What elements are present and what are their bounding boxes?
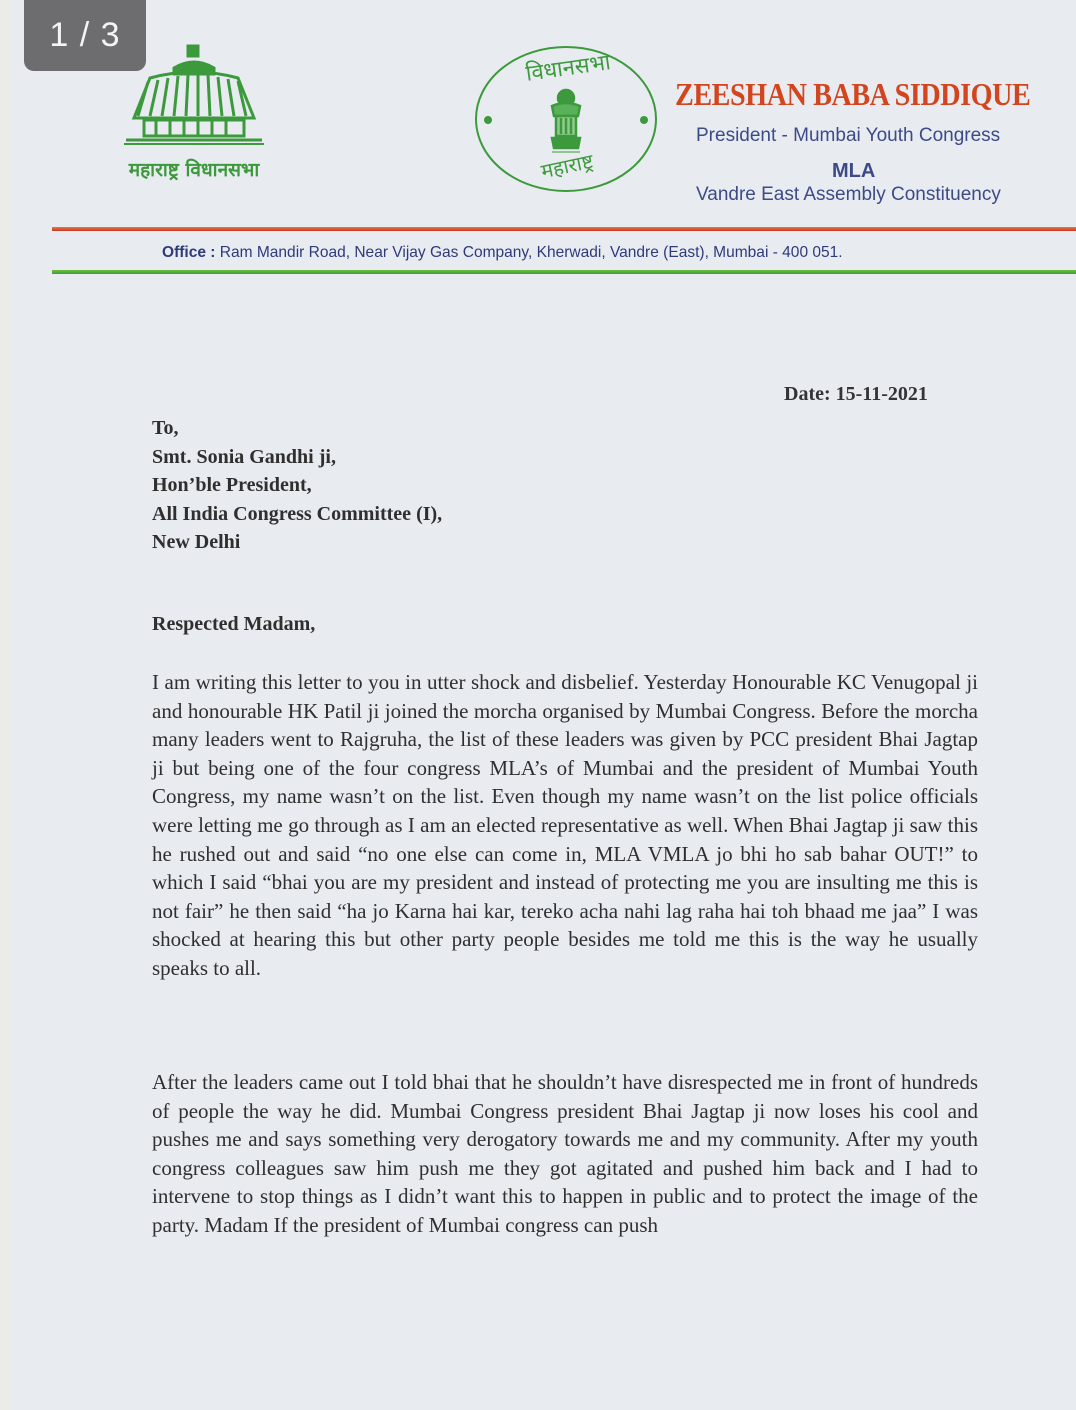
recipient-line: All India Congress Committee (I), xyxy=(152,502,443,525)
mla-position: President - Mumbai Youth Congress xyxy=(696,125,1001,146)
salutation: Respected Madam, xyxy=(152,613,316,635)
maharashtra-seal xyxy=(472,44,660,194)
page-counter-text: 1 / 3 xyxy=(49,16,121,54)
seal-top-text: विधानसभा xyxy=(524,50,613,87)
letterhead-rule-top xyxy=(52,227,1076,231)
mla-name: ZEESHAN BABA SIDDIQUE xyxy=(675,76,1031,112)
page-counter-badge xyxy=(24,0,146,71)
recipient-block xyxy=(152,414,442,557)
viewer-edge xyxy=(0,0,12,1410)
office-address-text: Ram Mandir Road, Near Vijay Gas Company, Kherwadi, Vandre (East), Mumbai - 400 051. xyxy=(219,244,843,261)
body-paragraph: After the leaders came out I told bhai that he shouldn’t have disrespected me in front of hundreds of people the way he did. Mumbai Congress president Bhai Jagtap ji now loses his cool and pushes me and says something very derogatory towards me and my community. After my youth congress colleagues saw him push me they got agitated and pushed him back and I had to intervene to stop things as I didn’t want this to happen in public and to protect the image of the party. Madam If the president of Mumbai congress can push xyxy=(152,1070,978,1237)
body-paragraph: I am writing this letter to you in utter shock and disbelief. Yesterday Honourable KC Venugopal ji and honourable HK Patil ji joined the morcha organised by Mumbai Congress. Before the morcha many leaders went to Rajgruha, the list of these leaders was given by PCC president Bhai Jagtap ji but being one of the four congress MLA’s of Mumbai and the president of Mumbai Youth Congress, my name wasn’t on the list. Even though my name wasn’t on the list police officials were letting me go through as I am an elected representative as well. When Bhai Jagtap ji saw this he rushed out and said “no one else can come in, MLA VMLA jo bhi ho sab bahar OUT!” to which I said “bhai you are my president and instead of protecting me you are insulting me this is not fair” he then said “ha jo Karna hai kar, tereko acha nahi lag raha hai toh bhaad me jaa” I was shocked at hearing this but other party people besides me told me this is the way he usually speaks to all. xyxy=(152,670,978,980)
recipient-line: New Delhi xyxy=(152,531,241,553)
mla-title: MLA xyxy=(832,160,876,182)
letter-date: Date: 15-11-2021 xyxy=(784,383,928,405)
mla-constituency: Vandre East Assembly Constituency xyxy=(696,184,1001,205)
recipient-line: Smt. Sonia Gandhi ji, xyxy=(152,445,336,468)
seal-bottom-text: महाराष्ट्र xyxy=(538,148,596,184)
vidhan-sabha-caption: महाराष्ट्र विधानसभा xyxy=(128,159,260,181)
office-label: Office : xyxy=(162,244,216,261)
national-emblem-icon xyxy=(544,88,588,154)
recipient-line: To, xyxy=(152,417,179,439)
letterhead-rule-bottom xyxy=(52,270,1076,274)
office-address xyxy=(162,244,843,262)
recipient-line: Hon’ble President, xyxy=(152,474,312,496)
